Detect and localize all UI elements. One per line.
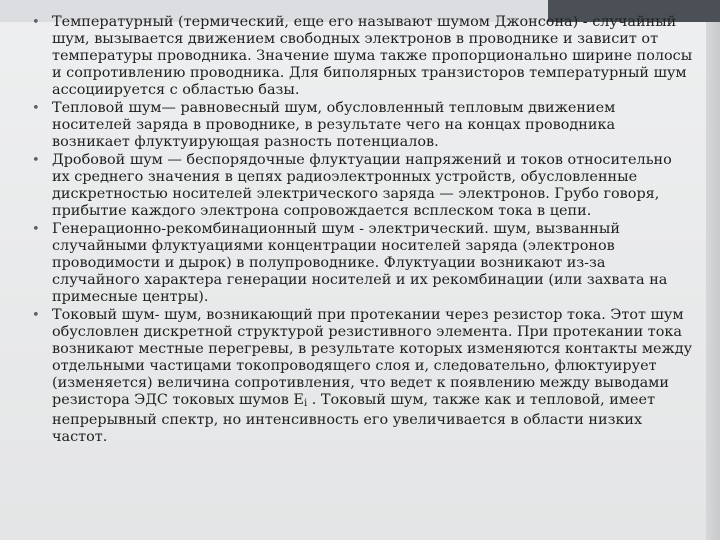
slide-content xyxy=(30,14,694,447)
bullet-item-gr-noise xyxy=(30,221,694,306)
bullet-item-shot-noise xyxy=(30,152,694,220)
bullet-text: Тепловой шум— равновесный шум, обусловленный тепловым движением носителей заряда в проводнике, в результате чего на концах проводника возникает флуктуирующая разность потенциалов. xyxy=(52,100,616,150)
bullet-icon: • xyxy=(32,101,40,116)
bullet-list xyxy=(30,14,694,446)
bullet-item-thermal-noise xyxy=(30,14,694,99)
bullet-text: Генерационно-рекомбинационный шум - электрический. шум, вызванный случайными флуктуациями концентрации носителей заряда (электронов проводимости и дырок) в полупроводнике. Флуктуации возникают из-за случайного характера генерации носителей и их рекомбинации (или захвата на примесные центры). xyxy=(52,221,668,305)
bullet-icon: • xyxy=(32,15,40,30)
bullet-text-before: Токовый шум- шум, возникающий при протекании через резистор тока. Этот шум обусловлен дискретной структурой резистивного элемента. При протекании тока возникают местные перегревы, в результате которых изменяются контакты между отдельными частицами токопроводящего слоя и, следовательно, флюктуирует (изменяется) величина сопротивления, что ведет к появлению между выводами резистора ЭДС токовых шумов E xyxy=(52,307,693,408)
bullet-icon: • xyxy=(32,222,40,237)
bullet-text: Дробовой шум — беспорядочные флуктуации напряжений и токов относительно их среднего значения в цепях радиоэлектронных устройств, обусловленные дискретностью носителей электрического заряда — электронов. Грубо говоря, прибытие каждого электрона сопровождается всплеском тока в цепи. xyxy=(52,152,672,219)
bullet-text-after: . Токовый шум, также как и тепловой, имеет непрерывный спектр, но интенсивность его увеличивается в области низких частот. xyxy=(52,392,656,445)
right-edge-strip xyxy=(706,22,720,540)
bullet-item-current-noise xyxy=(30,307,694,446)
bullet-icon: • xyxy=(32,153,40,168)
bullet-icon: • xyxy=(32,308,40,323)
subscript-i: i xyxy=(303,398,308,409)
bullet-item-heat-noise xyxy=(30,100,694,151)
bullet-text: Температурный (термический, еще его называют шумом Джонсона) - случайный шум, вызывается движением свободных электронов в проводнике и зависит от температуры проводника. Значение шума также пропорционально ширине полосы и сопротивлению проводника. Для биполярных транзисторов температурный шум ассоциируется с областью базы. xyxy=(52,14,693,98)
